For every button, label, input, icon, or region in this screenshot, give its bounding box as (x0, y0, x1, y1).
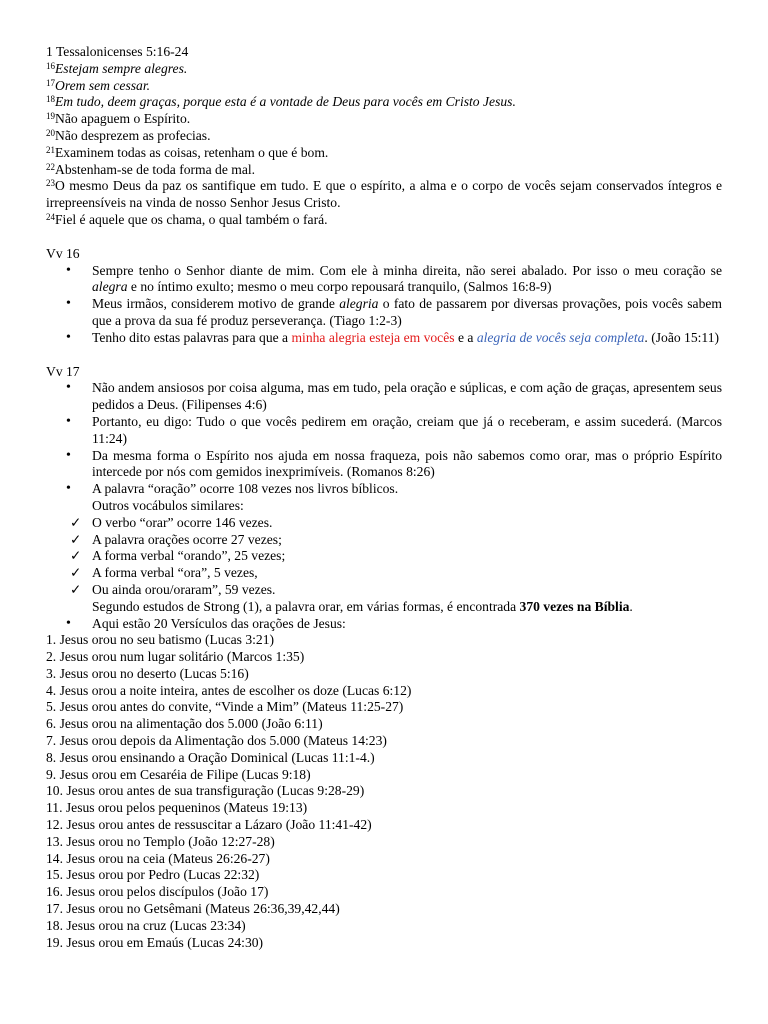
checkmark-icon: ✓ (70, 531, 82, 547)
prayer-item: 18. Jesus orou na cruz (Lucas 23:34) (46, 917, 246, 933)
prayer-item: 17. Jesus orou no Getsêmani (Mateus 26:36,39,42,44) (46, 901, 340, 917)
check-item-text: A forma verbal “ora”, 5 vezes, (92, 565, 258, 581)
check-item-text: Ou ainda orou/oraram”, 59 vezes. (92, 581, 276, 597)
checkmark-icon: ✓ (70, 514, 82, 530)
v16-item-1: • Sempre tenho o Senhor diante de mim. Com ele à minha direita, não serei abalado. Por isso o meu coração se alegra e no íntimo exulto; mesmo o meu corpo repousará tranquilo, (Salmos 16:8-9) (46, 263, 722, 297)
v17-item-4: • A palavra “oração” ocorre 108 vezes nos livros bíblicos. Outros vocábulos similares: (46, 481, 722, 515)
v17-list-2 (46, 616, 722, 633)
verse-text: Em tudo, deem graças, porque esta é a vontade de Deus para vocês em Cristo Jesus. (55, 94, 516, 110)
prayer-item: 15. Jesus orou por Pedro (Lucas 22:32) (46, 867, 260, 883)
verse-number: 17 (46, 77, 55, 88)
check-item (46, 582, 722, 599)
prayer-item: 5. Jesus orou antes do convite, “Vinde a Mim” (Mateus 11:25-27) (46, 699, 404, 715)
prayer-item: 3. Jesus orou no deserto (Lucas 5:16) (46, 665, 249, 681)
check-item (46, 532, 722, 549)
verse-23 (46, 178, 722, 212)
prayer-item: 19. Jesus orou em Emaús (Lucas 24:30) (46, 934, 264, 950)
verse-21 (46, 145, 722, 162)
verse-number: 16 (46, 60, 55, 71)
v17-list (46, 380, 722, 514)
verse-text: Estejam sempre alegres. (55, 60, 188, 76)
similar-words-list (46, 515, 722, 599)
verse-text: Abstenham-se de toda forma de mal. (55, 161, 256, 177)
verse-17 (46, 78, 722, 95)
verse-list (46, 61, 722, 229)
highlight-red-text: minha alegria esteja em vocês (291, 329, 455, 345)
verse-number: 21 (46, 144, 55, 155)
verse-text: Examinem todas as coisas, retenham o que é bom. (55, 144, 329, 160)
prayer-item: 9. Jesus orou em Cesaréia de Filipe (Lucas 9:18) (46, 766, 311, 782)
checkmark-icon: ✓ (70, 581, 82, 597)
verse-19 (46, 111, 722, 128)
check-item-text: O verbo “orar” ocorre 146 vezes. (92, 514, 273, 530)
verse-text: Orem sem cessar. (55, 77, 151, 93)
check-item (46, 548, 722, 565)
check-item-text: A palavra orações ocorre 27 vezes; (92, 531, 282, 547)
verse-number: 18 (46, 94, 55, 105)
v17-item-2: • Portanto, eu digo: Tudo o que vocês pedirem em oração, creiam que já o receberam, e assim sucederá. (Marcos 11:24) (46, 414, 722, 448)
checkmark-icon: ✓ (70, 548, 82, 564)
verse-16 (46, 61, 722, 78)
passage-title: 1 Tessalonicenses 5:16-24 (46, 44, 189, 59)
check-item-text: A forma verbal “orando”, 25 vezes; (92, 548, 286, 564)
prayers-list (46, 632, 722, 951)
v16-item-3: • Tenho dito estas palavras para que a minha alegria esteja em vocês e a alegria de vocês seja completa. (João 15:11) (46, 330, 722, 347)
prayer-item: 16. Jesus orou pelos discípulos (João 17) (46, 884, 269, 900)
similar-intro: Outros vocábulos similares: (92, 497, 244, 513)
verse-text: Fiel é aquele que os chama, o qual também o fará. (55, 211, 328, 227)
verse-number: 24 (46, 211, 55, 222)
v17-item-3: • Da mesma forma o Espírito nos ajuda em nossa fraqueza, pois não sabemos como orar, mas o próprio Espírito intercede por nós com gemidos inexprimíveis. (Romanos 8:26) (46, 448, 722, 482)
prayer-item: 14. Jesus orou na ceia (Mateus 26:26-27) (46, 850, 270, 866)
prayer-item: 10. Jesus orou antes de sua transfiguração (Lucas 9:28-29) (46, 783, 365, 799)
verse-number: 19 (46, 111, 55, 122)
check-item (46, 565, 722, 582)
verse-text: O mesmo Deus da paz os santifique em tudo. E que o espírito, a alma e o corpo de vocês sejam conservados íntegros e irrepreensíveis na vinda de nosso Senhor Jesus Cristo. (46, 178, 722, 211)
section-heading-v16: Vv 16 (46, 245, 80, 261)
check-item (46, 515, 722, 532)
prayer-item: 7. Jesus orou depois da Alimentação dos 5.000 (Mateus 14:23) (46, 733, 387, 749)
verse-number: 20 (46, 127, 55, 138)
highlight-blue-text: alegria de vocês seja completa (476, 329, 645, 345)
prayer-item: 12. Jesus orou antes de ressuscitar a Lázaro (João 11:41-42) (46, 817, 372, 833)
strong-note: Segundo estudos de Strong (1), a palavra orar, em várias formas, é encontrada 370 vezes na Bíblia. (92, 598, 633, 614)
v17-item-1: • Não andem ansiosos por coisa alguma, mas em tudo, pela oração e súplicas, e com ação de graças, apresentem seus pedidos a Deus. (Filipenses 4:6) (46, 380, 722, 414)
verse-text: Não apaguem o Espírito. (55, 111, 191, 127)
v16-list (46, 263, 722, 347)
prayer-item: 2. Jesus orou num lugar solitário (Marcos 1:35) (46, 649, 305, 665)
prayer-item: 13. Jesus orou no Templo (João 12:27-28) (46, 833, 275, 849)
verse-22 (46, 162, 722, 179)
checkmark-icon: ✓ (70, 565, 82, 581)
prayer-item: 4. Jesus orou a noite inteira, antes de escolher os doze (Lucas 6:12) (46, 682, 412, 698)
verse-18 (46, 94, 722, 111)
v16-item-2: • Meus irmãos, considerem motivo de grande alegria o fato de passarem por diversas provações, pois vocês sabem que a prova da sua fé produz perseverança. (Tiago 1:2-3) (46, 296, 722, 330)
prayer-item: 6. Jesus orou na alimentação dos 5.000 (João 6:11) (46, 716, 323, 732)
prayer-item: 11. Jesus orou pelos pequeninos (Mateus 19:13) (46, 800, 308, 816)
v17-item-5: • Aqui estão 20 Versículos das orações de Jesus: (46, 616, 722, 633)
prayer-item: 8. Jesus orou ensinando a Oração Dominical (Lucas 11:1-4.) (46, 749, 375, 765)
prayer-item: 1. Jesus orou no seu batismo (Lucas 3:21) (46, 632, 275, 648)
verse-20 (46, 128, 722, 145)
verse-number: 23 (46, 178, 55, 189)
verse-24 (46, 212, 722, 229)
section-heading-v17: Vv 17 (46, 363, 80, 379)
verse-number: 22 (46, 161, 55, 172)
verse-text: Não desprezem as profecias. (55, 127, 211, 143)
